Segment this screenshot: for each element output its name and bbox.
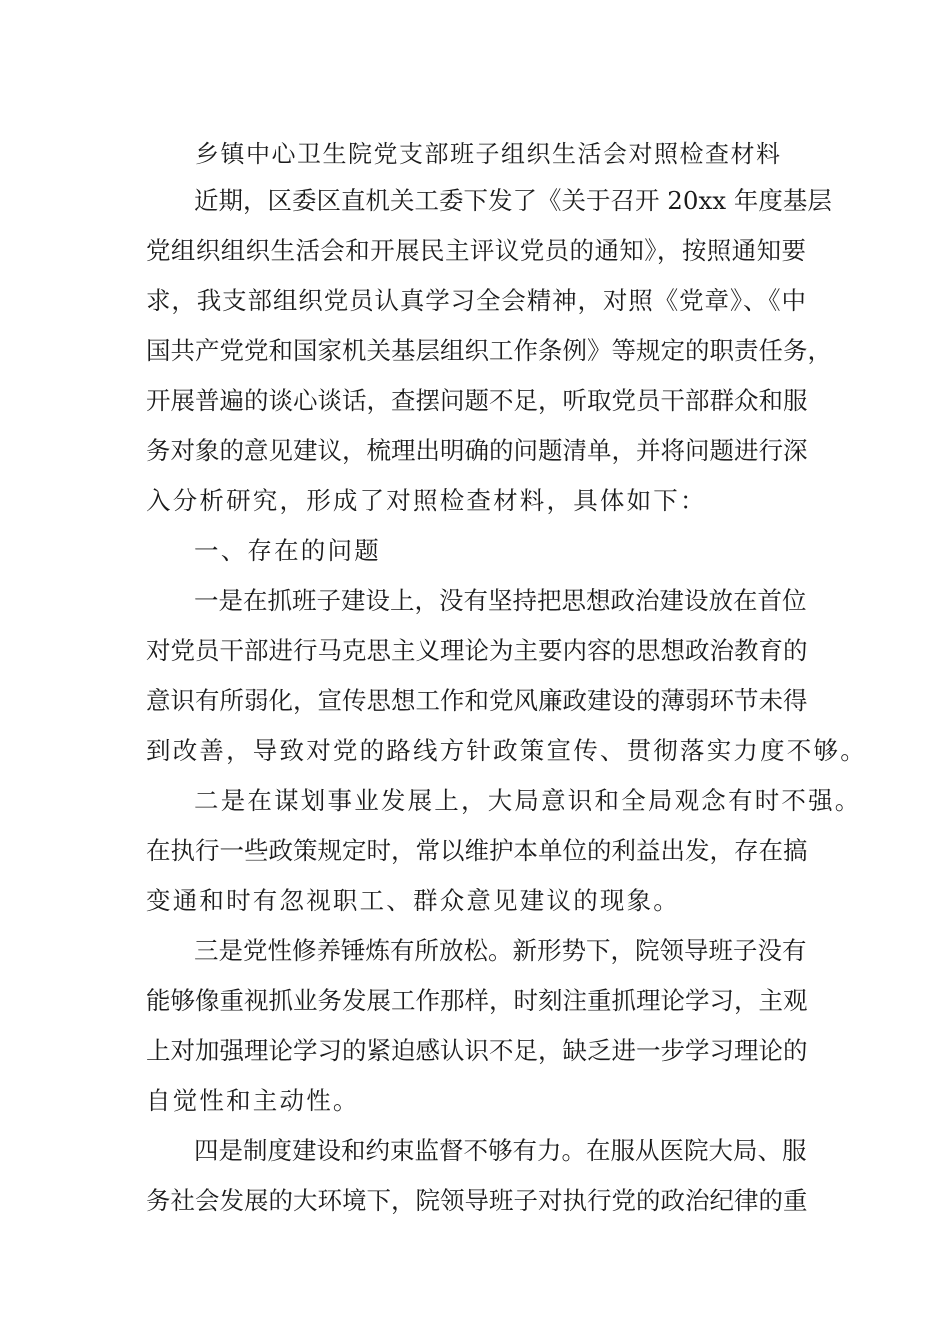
item3-line-4: 自觉性和主动性。 (146, 1086, 360, 1115)
section-heading: 一、存在的问题 (194, 536, 381, 565)
item1-line-2: 对党员干部进行马克思主义理论为主要内容的思想政治教育的 (146, 636, 808, 665)
intro-line-3: 求，我支部组织党员认真学习全会精神，对照《党章》、《中 (146, 286, 806, 315)
intro-line-4: 国共产党党和国家机关基层组织工作条例》等规定的职责任务， (146, 336, 832, 365)
document-title: 乡镇中心卫生院党支部班子组织生活会对照检查材料 (195, 140, 782, 168)
item3-line-1: 三是党性修养锤炼有所放松。新形势下，院领导班子没有 (194, 936, 807, 965)
item3-line-3: 上对加强理论学习的紧迫感认识不足，缺乏进一步学习理论的 (146, 1036, 808, 1065)
item1-line-3: 意识有所弱化，宣传思想工作和党风廉政建设的薄弱环节未得 (146, 686, 808, 715)
item1-line-4: 到改善，导致对党的路线方针政策宣传、贯彻落实力度不够。 (146, 736, 867, 765)
item2-line-3: 变通和时有忽视职工、群众意见建议的现象。 (146, 886, 680, 915)
item2-line-2: 在执行一些政策规定时，常以维护本单位的利益出发，存在搞 (146, 836, 808, 865)
intro-line-5: 开展普遍的谈心谈话，查摆问题不足，听取党员干部群众和服 (146, 386, 808, 415)
intro-line-1: 近期，区委区直机关工委下发了《关于召开 20xx 年度基层 (194, 186, 832, 215)
item3-line-2: 能够像重视抓业务发展工作那样，时刻注重抓理论学习，主观 (146, 986, 808, 1015)
item1-line-1: 一是在抓班子建设上，没有坚持把思想政治建设放在首位 (194, 586, 807, 615)
intro-line-7: 入分析研究，形成了对照检查材料，具体如下： (146, 486, 707, 515)
item4-line-2: 务社会发展的大环境下，院领导班子对执行党的政治纪律的重 (146, 1186, 808, 1215)
intro-line-6: 务对象的意见建议，梳理出明确的问题清单，并将问题进行深 (146, 436, 808, 465)
item2-line-1: 二是在谋划事业发展上，大局意识和全局观念有时不强。 (194, 786, 862, 815)
intro-line-2: 党组织组织生活会和开展民主评议党员的通知》，按照通知要 (146, 236, 806, 265)
item4-line-1: 四是制度建设和约束监督不够有力。在服从医院大局、服 (194, 1136, 807, 1165)
